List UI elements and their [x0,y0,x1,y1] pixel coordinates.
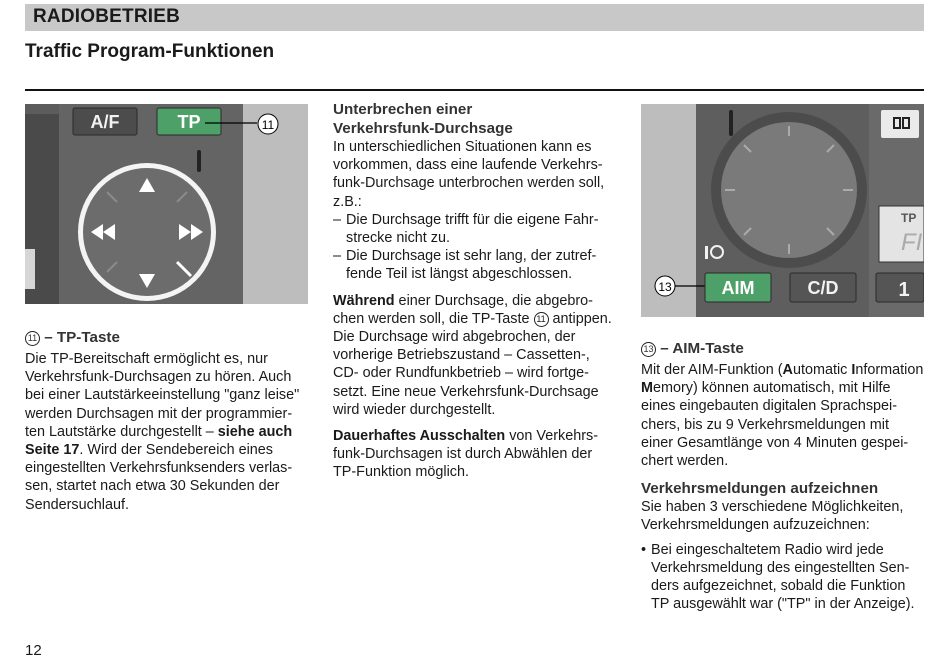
preset-1-button[interactable] [876,273,924,302]
text-line: funk-Durchsagen ist durch Abwählen der [333,446,593,463]
record-heading: Verkehrsmeldungen aufzeichnen [641,480,879,498]
text-line: funk-Durchsage unterbrochen werden soll, [333,175,605,192]
text-line: bei einer Lautstärkeeinstellung "ganz leise" [25,387,300,404]
page-reference: siehe auch [217,423,293,440]
callout-number: 11 [534,312,549,327]
af-button-label: A/F [90,112,120,132]
display [879,206,924,262]
text-line: Mit der AIM-Funktion (Automatic Information [641,362,924,378]
list-item: – Die Durchsage ist sehr lang, der zutref- fende Teil ist längst abgeschlossen. [333,248,597,283]
text-line: setzt. Eine neue Verkehrsfunk-Durchsage [333,383,599,400]
display-tp-label: TP [901,211,917,225]
text-line: TP-Funktion möglich. [333,464,469,481]
right-column [641,339,933,613]
left-column [25,328,315,514]
svg-text:11: 11 [261,118,275,132]
text-line: chers, bis zu 9 Verkehrsmeldungen mit [641,416,889,433]
text-line: eines eingebauten digitalen Sprachspei- [641,398,898,415]
aim-heading-text: – AIM-Taste [660,340,744,357]
text-line: chen werden soll, die TP-Taste 11 antippen. [333,310,612,327]
text-line: Die Durchsage wird abgebrochen, der [333,329,576,346]
text-line: vorkommen, dass eine laufende Verkehrs- [333,157,603,174]
text-line: werden Durchsagen mit der programmier- [25,405,293,422]
page-title: Traffic Program-Funktionen [25,41,275,62]
callout-number: 11 [25,331,40,346]
text-line: Sendersuchlauf. [25,496,130,513]
text-line: Während einer Durchsage, die abgebro- [333,292,593,309]
aim-heading [641,339,933,358]
tp-button-label: TP [177,112,201,132]
page-reference: Seite 17 [25,442,80,459]
tp-button[interactable] [157,108,221,135]
text-line: chert werden. [641,453,729,470]
text-line: eingestellten Verkehrsfunksenders verlas- [25,460,293,477]
text-line: In unterschiedlichen Situationen kann es [333,139,592,155]
list-item: • Bei eingeschaltetem Radio wird jede Verkehrsmeldung des eingestellten Sen- ders aufgezeichnet, sobald die Funktion TP ausgewählt war ("TP" in der Anzeige). [641,541,915,613]
callout-11 [258,114,278,134]
text-line: ten Lautstärke durchgestellt – siehe auch [25,423,293,440]
text-line: CD- oder Rundfunkbetrieb – wird fortge- [333,365,589,382]
middle-column [333,100,623,482]
text-line: vorherige Betriebszustand – Cassetten-, [333,347,590,364]
display-segment: FI [901,229,923,256]
text-line: Sie haben 3 verschiedene Möglichkeiten, [641,499,904,516]
callout-13 [655,276,675,296]
text-line: Seite 17. Wird der Sendebereich eines [25,442,273,459]
direction-pad[interactable] [78,163,216,301]
text-line: Dauerhaftes Ausschalten von Verkehrs- [333,428,598,445]
aim-button[interactable] [705,273,771,302]
tp-heading [25,328,315,347]
section-title: RADIOBETRIEB [33,6,181,27]
volume-knob[interactable] [711,112,867,268]
dolby-icon [881,110,919,138]
divider [25,89,924,91]
section-header-bar [25,4,924,31]
cd-button-label: C/D [807,278,839,298]
aim-button-label: AIM [721,278,755,298]
text-line: Die TP-Bereitschaft ermöglicht es, nur [25,351,268,367]
preset-1-label: 1 [898,279,910,301]
text-line: wird wieder durchgestellt. [333,401,496,418]
text-line: z.B.: [333,193,362,210]
list-item: – Die Durchsage trifft für die eigene Fahr- strecke nicht zu. [333,211,599,247]
page-number: 12 [25,642,42,659]
text-line: einer Gesamtlänge von 4 Minuten gespei- [641,434,909,451]
svg-text:13: 13 [658,280,672,294]
figure-aim-button [641,104,924,317]
callout-number: 13 [641,342,656,357]
tp-heading-text: – TP-Taste [44,329,120,346]
text-line: sen, startet nach etwa 30 Sekunden der [25,478,280,495]
text-line: Memory) können automatisch, mit Hilfe [641,380,891,397]
text-line: Verkehrsfunk-Durchsagen zu hören. Auch [25,369,292,386]
text-line: Verkehrsmeldungen aufzuzeichnen: [641,517,870,534]
interrupt-heading: Unterbrechen einer Verkehrsfunk-Durchsage [333,101,513,137]
cd-button[interactable] [790,273,856,302]
af-button[interactable] [73,108,137,135]
figure-tp-button [25,104,308,304]
